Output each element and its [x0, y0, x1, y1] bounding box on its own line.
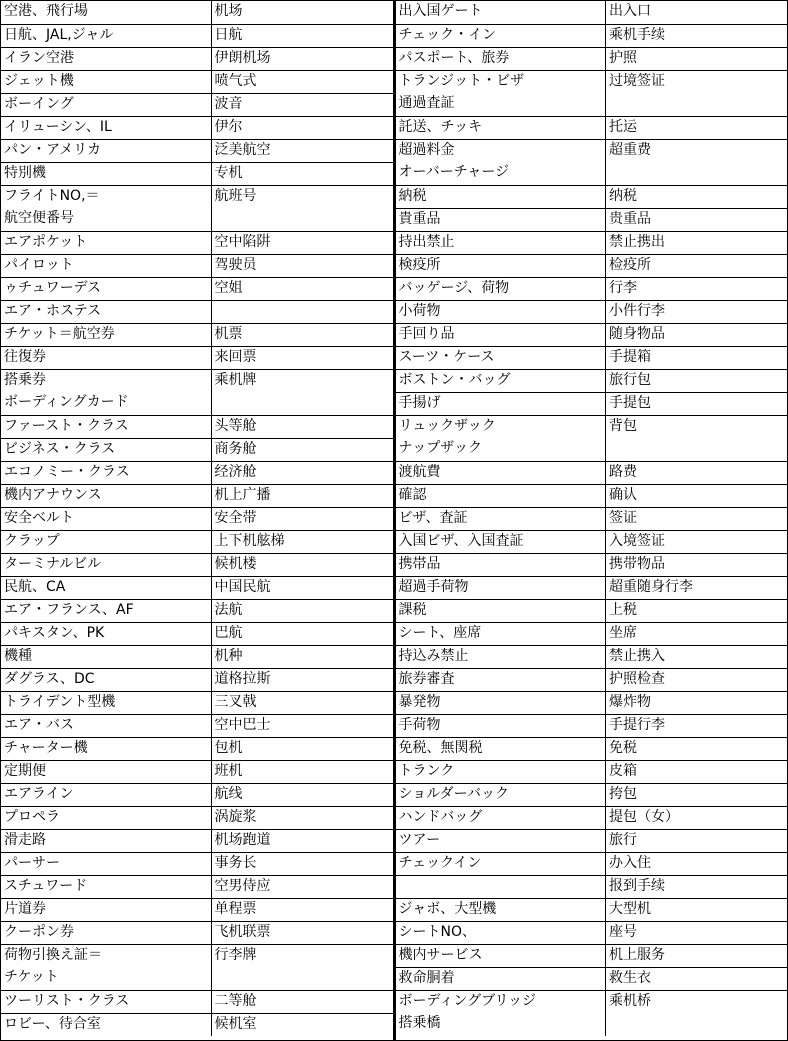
chinese-term [211, 392, 393, 415]
chinese-term: 签证 [606, 507, 788, 530]
chinese-term: 救生衣 [606, 967, 788, 990]
japanese-term: ボストン・バッグ [396, 369, 606, 392]
glossary-row [396, 668, 788, 691]
glossary-row [396, 369, 788, 392]
japanese-term: 滑走路 [1, 829, 211, 852]
chinese-term: 出入口 [606, 1, 788, 24]
glossary-row [396, 530, 788, 553]
chinese-term: 路费 [606, 461, 788, 484]
glossary-row [1, 622, 393, 645]
japanese-term: 安全ベルト [1, 507, 211, 530]
glossary-row [396, 438, 788, 461]
glossary-row [396, 254, 788, 277]
chinese-term: 上税 [606, 599, 788, 622]
japanese-term: 手荷物 [396, 714, 606, 737]
japanese-term: 定期便 [1, 760, 211, 783]
chinese-term: 专机 [211, 162, 393, 185]
chinese-term: 道格拉斯 [211, 668, 393, 691]
glossary-row [396, 139, 788, 162]
japanese-term: 検疫所 [396, 254, 606, 277]
japanese-term: 空港、飛行場 [4, 3, 88, 19]
japanese-term: チェック・イン [396, 24, 606, 47]
japanese-term: リュックザック [396, 415, 606, 438]
glossary-row [1, 1, 393, 24]
japanese-term: クーポン券 [1, 921, 211, 944]
glossary-row [396, 116, 788, 139]
chinese-term [211, 300, 393, 323]
japanese-term: 小荷物 [396, 300, 606, 323]
glossary-row [1, 323, 393, 346]
japanese-term: シートNO、 [396, 921, 606, 944]
chinese-term: 超重随身行李 [606, 576, 788, 599]
glossary-row [396, 599, 788, 622]
chinese-term [211, 967, 393, 990]
glossary-row [396, 277, 788, 300]
glossary-row [396, 162, 788, 185]
japanese-term: エア・バス [1, 714, 211, 737]
chinese-term: 头等舱 [211, 415, 393, 438]
chinese-term: 驾驶员 [211, 254, 393, 277]
chinese-term: 三叉戟 [211, 691, 393, 714]
glossary-row [396, 714, 788, 737]
glossary-row [396, 70, 788, 93]
japanese-term: スーツ・ケース [396, 346, 606, 369]
glossary-row [1, 898, 393, 921]
chinese-term: 泛美航空 [211, 139, 393, 162]
japanese-term: ボーディングブリッジ [396, 990, 606, 1013]
japanese-term: 搭乗橋 [398, 1015, 441, 1031]
glossary-row [1, 47, 393, 70]
japanese-term: イラン空港 [1, 47, 211, 70]
japanese-term: 機内サービス [396, 944, 606, 967]
chinese-term: 上下机舷梯 [211, 530, 393, 553]
japanese-term: トランク [396, 760, 606, 783]
glossary-row [1, 783, 393, 806]
chinese-term: 座号 [606, 921, 788, 944]
japanese-term: ターミナルビル [1, 553, 211, 576]
chinese-term: 手提包 [606, 392, 788, 415]
glossary-row [396, 829, 788, 852]
japanese-term: パン・アメリカ [1, 139, 211, 162]
japanese-term: ツーリスト・クラス [1, 990, 211, 1013]
chinese-term: 检疫所 [606, 254, 788, 277]
japanese-term: 確認 [396, 484, 606, 507]
glossary-row [396, 760, 788, 783]
japanese-term: 超過料金 [396, 139, 606, 162]
glossary-row [1, 599, 393, 622]
chinese-term: 背包 [606, 415, 788, 438]
glossary-row [1, 438, 393, 461]
glossary-row [396, 461, 788, 484]
chinese-term: 喷气式 [211, 70, 393, 93]
japanese-term: 持出禁止 [396, 231, 606, 254]
japanese-term: 持込み禁止 [396, 645, 606, 668]
japanese-term: 手揚げ [396, 392, 606, 415]
japanese-term: イリューシン、IL [1, 116, 211, 139]
chinese-term: 确认 [606, 484, 788, 507]
glossary-row [1, 484, 393, 507]
glossary-row [396, 24, 788, 47]
glossary-row [396, 553, 788, 576]
japanese-term: ショルダーバック [396, 783, 606, 806]
glossary-row [1, 852, 393, 875]
glossary-row [396, 346, 788, 369]
glossary-row [1, 461, 393, 484]
japanese-term: ジャボ、大型機 [396, 898, 606, 921]
japanese-term: 荷物引換え証＝ [1, 944, 211, 967]
japanese-term: エアライン [1, 783, 211, 806]
chinese-term: 事务长 [211, 852, 393, 875]
glossary-row [396, 392, 788, 415]
glossary-row [396, 645, 788, 668]
japanese-term: 特別機 [1, 162, 211, 185]
chinese-term [606, 438, 788, 461]
chinese-term: 提包（女） [606, 806, 788, 829]
glossary-row [396, 93, 788, 116]
japanese-term [396, 875, 606, 898]
chinese-term: 大型机 [606, 898, 788, 921]
japanese-term: パイロット [1, 254, 211, 277]
glossary-row [1, 116, 393, 139]
glossary-row [1, 806, 393, 829]
glossary-row [396, 484, 788, 507]
japanese-term: 入国ビザ、入国査証 [396, 530, 606, 553]
japanese-term: 航空便番号 [4, 210, 74, 226]
chinese-term: 波音 [211, 93, 393, 116]
chinese-term [606, 93, 788, 116]
japanese-term: 通過査証 [398, 95, 455, 111]
chinese-term: 候机楼 [211, 553, 393, 576]
glossary-row [396, 898, 788, 921]
glossary-row [1, 714, 393, 737]
chinese-term: 护照检查 [606, 668, 788, 691]
glossary-row [1, 277, 393, 300]
glossary-row [1, 208, 393, 231]
chinese-term [211, 208, 393, 231]
glossary-row [1, 139, 393, 162]
japanese-term: 免税、無関税 [396, 737, 606, 760]
japanese-term: ハンドバッグ [396, 806, 606, 829]
japanese-term: 託送、チッキ [396, 116, 606, 139]
glossary-row [396, 576, 788, 599]
chinese-term: 随身物品 [606, 323, 788, 346]
japanese-term: スチュワード [1, 875, 211, 898]
left-column [1, 1, 393, 1040]
japanese-term: ビザ、査証 [396, 507, 606, 530]
glossary-row [396, 323, 788, 346]
left-glossary-table [1, 1, 393, 1036]
chinese-term: 伊朗机场 [211, 47, 393, 70]
japanese-term: 民航、CA [1, 576, 211, 599]
japanese-term: 片道券 [1, 898, 211, 921]
glossary-row [1, 507, 393, 530]
glossary-row [396, 944, 788, 967]
glossary-row [1, 760, 393, 783]
right-column [393, 1, 788, 1040]
glossary-row [1, 576, 393, 599]
chinese-term: 托运 [606, 116, 788, 139]
japanese-term: ナップザック [398, 440, 482, 456]
glossary-row [396, 737, 788, 760]
chinese-term: 中国民航 [211, 576, 393, 599]
chinese-term: 空男侍应 [211, 875, 393, 898]
japanese-term: 搭乗券 [1, 369, 211, 392]
japanese-term: ロビー、待合室 [1, 1013, 211, 1036]
japanese-term: エコノミー・クラス [1, 461, 211, 484]
chinese-term: 免税 [606, 737, 788, 760]
japanese-term: チェックイン [396, 852, 606, 875]
chinese-term: 皮箱 [606, 760, 788, 783]
glossary-row [1, 392, 393, 415]
japanese-term: ジェット機 [1, 70, 211, 93]
chinese-term: 护照 [606, 47, 788, 70]
japanese-term: プロペラ [1, 806, 211, 829]
glossary-row [1, 70, 393, 93]
chinese-term: 伊尔 [211, 116, 393, 139]
chinese-term: 坐席 [606, 622, 788, 645]
chinese-term: 机票 [211, 323, 393, 346]
japanese-term: ツアー [396, 829, 606, 852]
japanese-term: 手回り品 [396, 323, 606, 346]
japanese-term: 往復券 [1, 346, 211, 369]
chinese-term: 安全带 [211, 507, 393, 530]
chinese-term: 过境签证 [606, 70, 788, 93]
japanese-term: パーサー [1, 852, 211, 875]
chinese-term: 乘机牌 [211, 369, 393, 392]
glossary-row [1, 369, 393, 392]
japanese-term: トランジット・ビザ [396, 70, 606, 93]
chinese-term: 机上广播 [211, 484, 393, 507]
glossary-row [1, 231, 393, 254]
glossary-row [1, 691, 393, 714]
japanese-term: チケット＝航空券 [1, 323, 211, 346]
glossary-row [396, 507, 788, 530]
glossary-row [1, 875, 393, 898]
chinese-term: 涡旋浆 [211, 806, 393, 829]
japanese-term: フライトNO,＝ [1, 185, 211, 208]
glossary-row [1, 24, 393, 47]
japanese-term: 納税 [396, 185, 606, 208]
japanese-term: 超過手荷物 [396, 576, 606, 599]
chinese-term: 经济舱 [211, 461, 393, 484]
glossary-row [1, 162, 393, 185]
glossary-row [396, 806, 788, 829]
glossary-row [396, 990, 788, 1013]
glossary-row [396, 967, 788, 990]
japanese-term: 機内アナウンス [1, 484, 211, 507]
chinese-term: 旅行包 [606, 369, 788, 392]
glossary-row [1, 300, 393, 323]
japanese-term: トライデント型機 [1, 691, 211, 714]
chinese-term: 小件行李 [606, 300, 788, 323]
glossary-row [1, 645, 393, 668]
chinese-term: 报到手续 [606, 875, 788, 898]
chinese-term: 航线 [211, 783, 393, 806]
japanese-term: エア・フランス、AF [1, 599, 211, 622]
chinese-term: 候机室 [211, 1013, 393, 1036]
japanese-term: 課税 [396, 599, 606, 622]
japanese-term: ボーイング [1, 93, 211, 116]
japanese-term: 携帯品 [396, 553, 606, 576]
chinese-term: 入境签证 [606, 530, 788, 553]
chinese-term: 机上服务 [606, 944, 788, 967]
chinese-term: 班机 [211, 760, 393, 783]
glossary-row [1, 553, 393, 576]
glossary-row [1, 921, 393, 944]
chinese-term: 禁止携出 [606, 231, 788, 254]
chinese-term: 手提行李 [606, 714, 788, 737]
glossary-row [396, 691, 788, 714]
chinese-term: 空姐 [211, 277, 393, 300]
chinese-term: 手提箱 [606, 346, 788, 369]
chinese-term: 旅行 [606, 829, 788, 852]
chinese-term: 超重费 [606, 139, 788, 162]
japanese-term: エア・ホステス [1, 300, 211, 323]
japanese-term: ゥチュワーデス [1, 277, 211, 300]
glossary-row [396, 622, 788, 645]
chinese-term: 办入住 [606, 852, 788, 875]
japanese-term: 機種 [1, 645, 211, 668]
chinese-term [606, 162, 788, 185]
chinese-term: 航班号 [211, 185, 393, 208]
japanese-term: チケット [4, 969, 59, 985]
chinese-term: 空中巴士 [211, 714, 393, 737]
japanese-term: オーバーチャージ [398, 164, 510, 180]
chinese-term: 禁止携入 [606, 645, 788, 668]
glossary-row [396, 1, 788, 24]
glossary-row [396, 852, 788, 875]
glossary-row [396, 783, 788, 806]
chinese-term: 法航 [211, 599, 393, 622]
glossary-row [396, 231, 788, 254]
japanese-term: エアポケット [1, 231, 211, 254]
right-glossary-table [396, 1, 788, 1036]
chinese-term: 空中陷阱 [211, 231, 393, 254]
chinese-term: 机场跑道 [211, 829, 393, 852]
glossary-row [396, 415, 788, 438]
chinese-term: 飞机联票 [211, 921, 393, 944]
japanese-term: クラップ [1, 530, 211, 553]
glossary-row [396, 921, 788, 944]
chinese-term: 二等舱 [211, 990, 393, 1013]
glossary-row [1, 1013, 393, 1036]
glossary-row [1, 944, 393, 967]
glossary-row [396, 185, 788, 208]
chinese-term: 来回票 [211, 346, 393, 369]
glossary-row [396, 47, 788, 70]
chinese-term: 贵重品 [606, 208, 788, 231]
chinese-term: 包机 [211, 737, 393, 760]
japanese-term: パスポート、旅券 [396, 47, 606, 70]
chinese-term: 行李牌 [211, 944, 393, 967]
glossary-row [1, 185, 393, 208]
japanese-term: 渡航費 [396, 461, 606, 484]
japanese-term: 日航、JAL,ジャル [1, 24, 211, 47]
chinese-term: 乘机手续 [606, 24, 788, 47]
chinese-term: 纳税 [606, 185, 788, 208]
japanese-term: バッゲージ、荷物 [396, 277, 606, 300]
glossary-row [1, 829, 393, 852]
japanese-term: 救命胴着 [396, 967, 606, 990]
japanese-term: ダグラス、DC [1, 668, 211, 691]
japanese-term: ファースト・クラス [1, 415, 211, 438]
glossary-row [1, 990, 393, 1013]
japanese-term: 旅券審査 [396, 668, 606, 691]
japanese-term: 貴重品 [396, 208, 606, 231]
glossary-row [1, 530, 393, 553]
japanese-term: パキスタン、PK [1, 622, 211, 645]
chinese-term: 携带物品 [606, 553, 788, 576]
chinese-term: 爆炸物 [606, 691, 788, 714]
glossary-row [1, 254, 393, 277]
glossary-row [1, 737, 393, 760]
japanese-term: シート、座席 [396, 622, 606, 645]
japanese-term: 暴発物 [396, 691, 606, 714]
chinese-term: 单程票 [211, 898, 393, 921]
chinese-term: 机种 [211, 645, 393, 668]
glossary-row [1, 415, 393, 438]
chinese-term [606, 1013, 788, 1036]
chinese-term: 日航 [211, 24, 393, 47]
japanese-term: ビジネス・クラス [1, 438, 211, 461]
chinese-term: 商务舱 [211, 438, 393, 461]
japanese-term: 出入国ゲート [398, 3, 483, 19]
glossary-row [1, 93, 393, 116]
glossary-row [396, 1013, 788, 1036]
chinese-term: 行李 [606, 277, 788, 300]
glossary-row [1, 346, 393, 369]
chinese-term: 巴航 [211, 622, 393, 645]
glossary-row [1, 668, 393, 691]
chinese-term: 乘机桥 [606, 990, 788, 1013]
chinese-term: 挎包 [606, 783, 788, 806]
japanese-term: ボーディングカード [4, 394, 129, 410]
glossary-row [396, 875, 788, 898]
chinese-term: 机场 [211, 1, 393, 24]
glossary-row [396, 208, 788, 231]
japanese-term: チャーター機 [1, 737, 211, 760]
glossary-row [1, 967, 393, 990]
glossary-row [396, 300, 788, 323]
